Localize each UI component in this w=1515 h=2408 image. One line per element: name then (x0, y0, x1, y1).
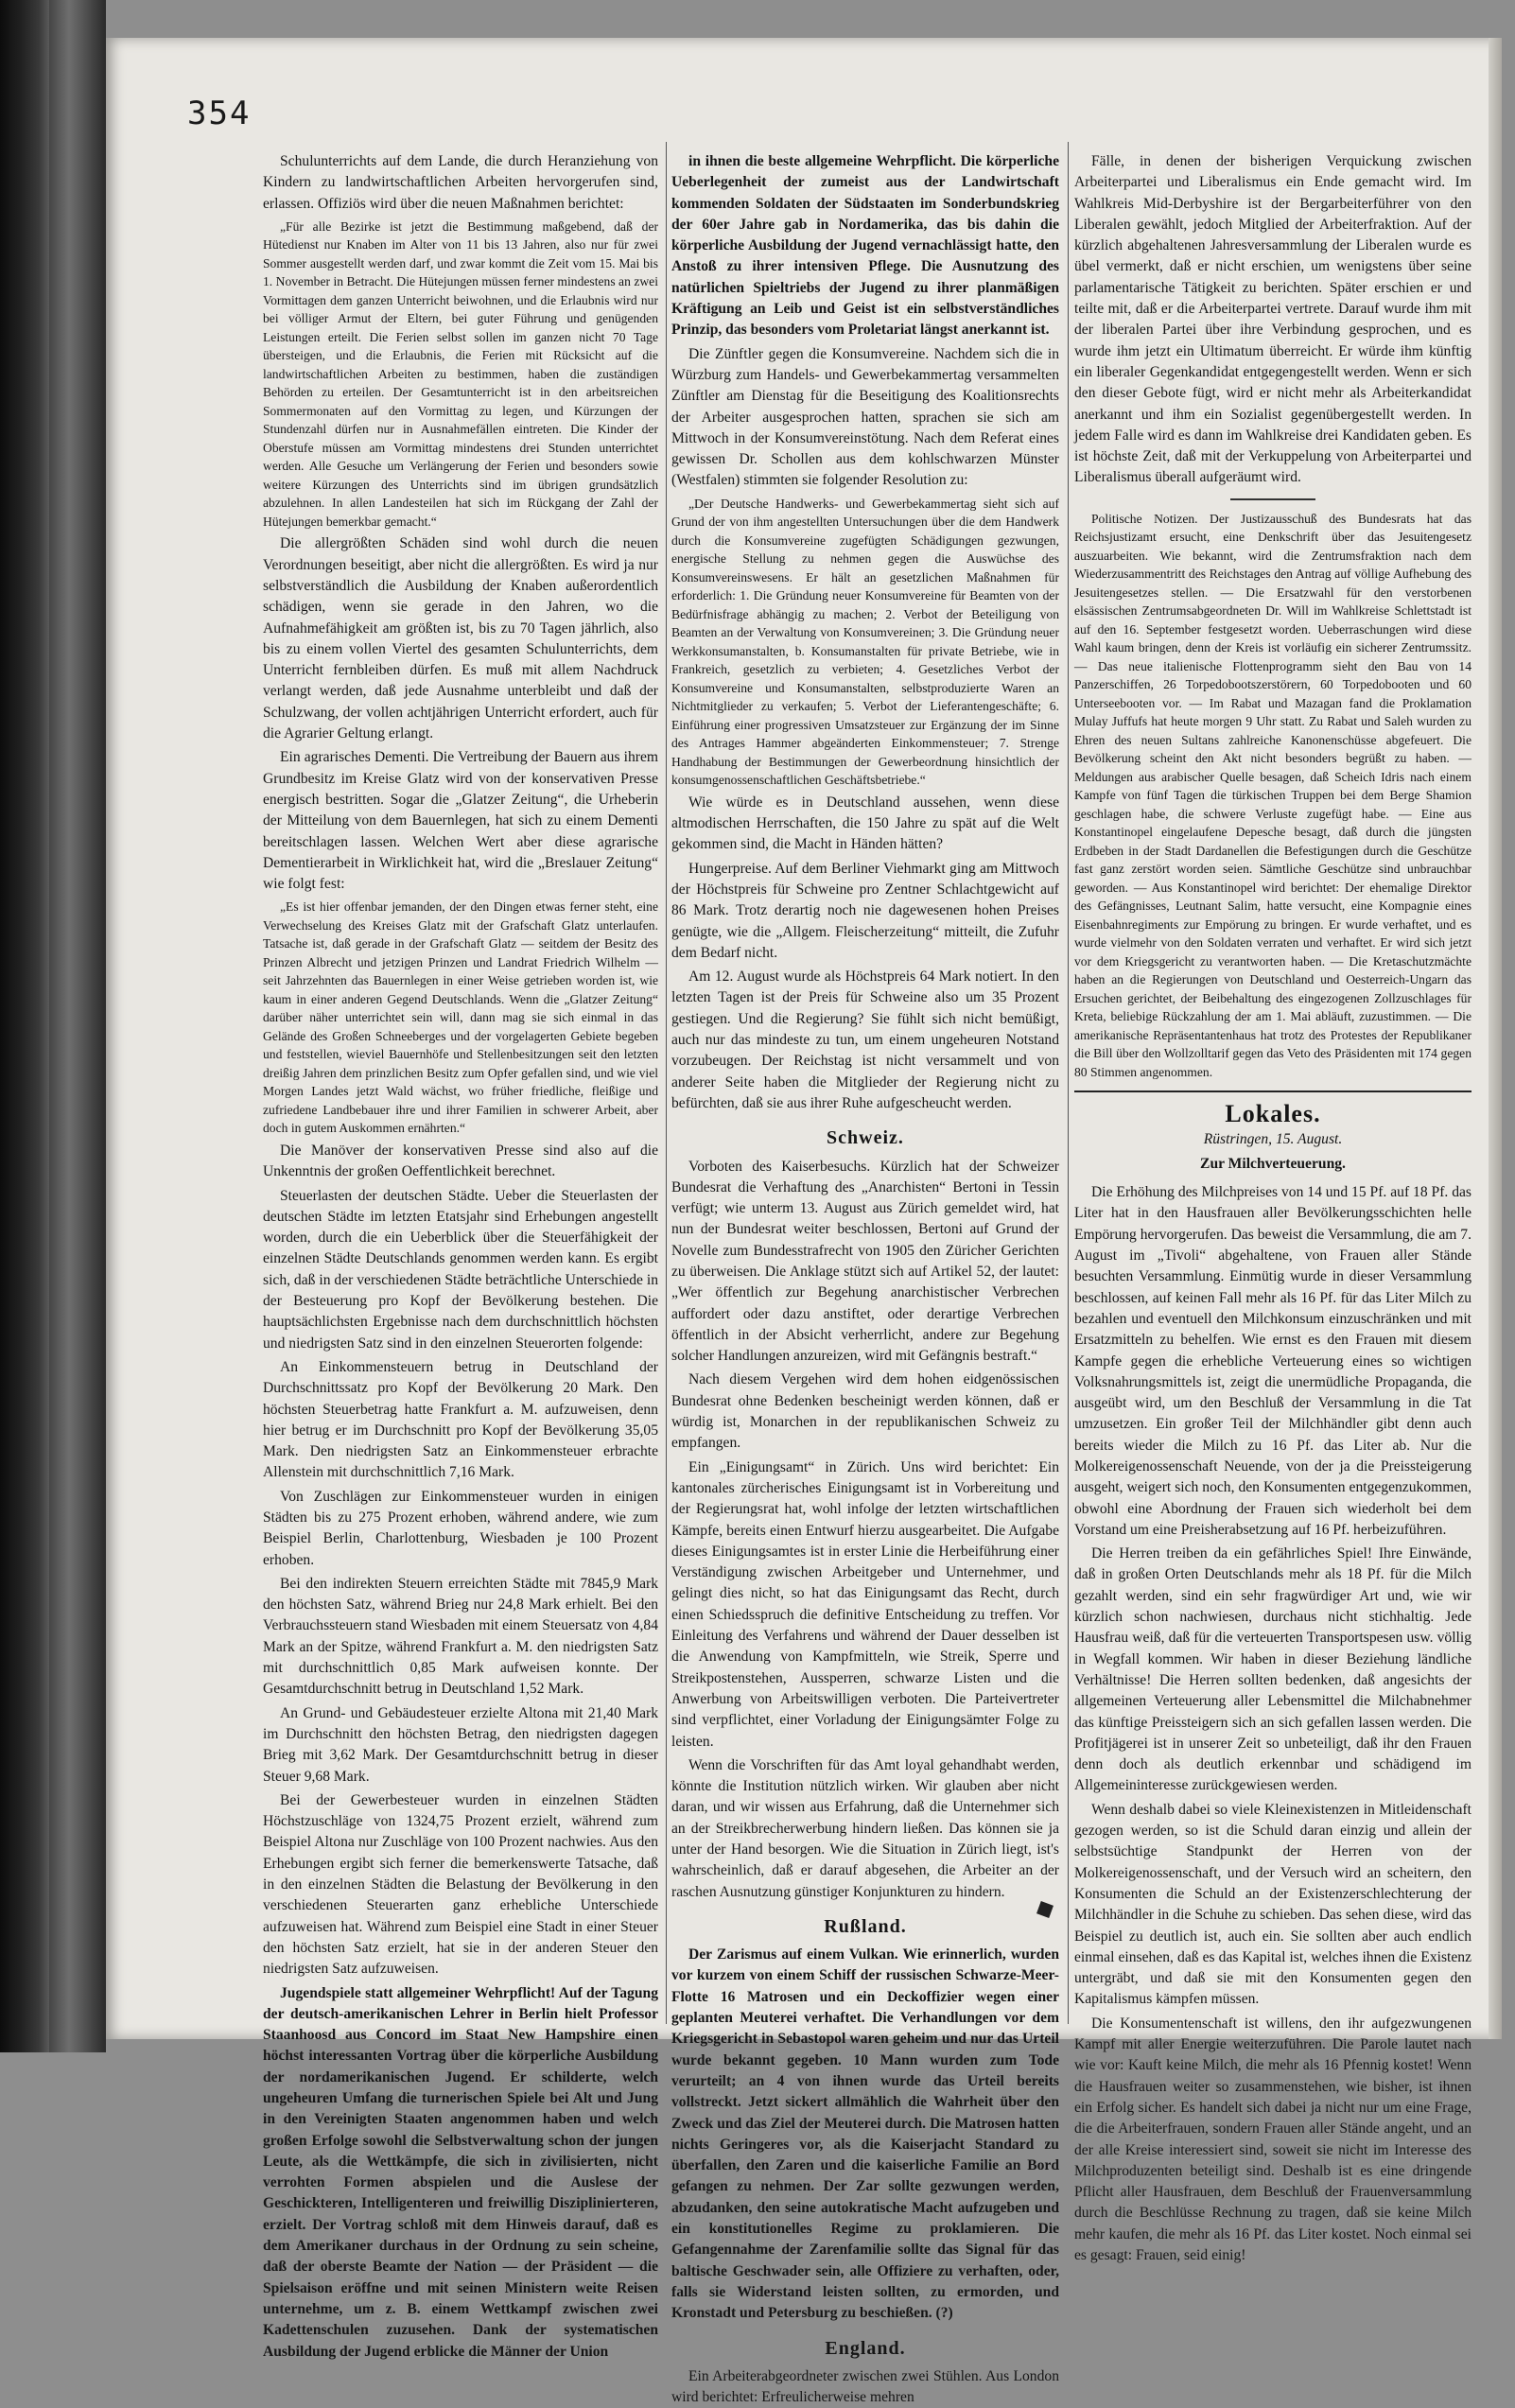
article-paragraph: Nach diesem Vergehen wird dem hohen eidgenössischen Bundesrat ohne Bedenken bescheinigt werden können, daß er würdig ist, Monarchen in der republikanischen Schweiz zu empfangen. (671, 1371, 1059, 1452)
article-paragraph: Die Konsumentenschaft ist willens, den ihr aufgezwungenen Kampf mit aller Energie weiterzuführen. Die Parole lautet nach wie vor: Kauft keine Milch, die mehr als 16 Pfennig kostet! Wenn die Hausfrauen weiter so zusammenstehen, wie bisher, ist ihnen ein Erfolg sicher. Es handelt sich dabei ja nicht nur um eine Frage, die die Arbeiterfrauen, sondern Frauen aller Stände angeht, und an der alle Kreise interessiert sind, soweit sie nicht im Interesse des Milchproduzenten beteiligt sind. Deshalb ist es eine dringende Pflicht aller Hausfrauen, dem Beschluß der Frauenversammlung durch die Beschlüsse Rechnung zu tragen, daß sie keine Milch mehr kaufen, die mehr als 16 Pf. das Liter kostet. Noch einmal sei es gesagt: Frauen, seid einig! (1074, 2015, 1471, 2263)
article-paragraph: Die Manöver der konservativen Presse sind also auf die Unkenntnis der großen Oeffentlichkeit berechnet. (263, 1142, 658, 1180)
section-separator (1230, 498, 1315, 500)
article-paragraph: Bei den indirekten Steuern erreichten Städte mit 7845,9 Mark den höchsten Satz, während Brieg nur 24,8 Mark erhielt. Bei den Verbrauchssteuern stand Wiesbaden mit einem Steuersatz von 4,84 Mark an der Spitze, während Frankfurt a. M. den niedrigsten Satz mit durchschnittlich 0,85 Mark aufweisen konnte. Der Gesamtdurchschnitt betrug in Deutschland 1,52 Mark. (263, 1575, 658, 1698)
article-paragraph: Am 12. August wurde als Höchstpreis 64 Mark notiert. In den letzten Tagen ist der Preis für Schweine also um 35 Prozent gestiegen. Und die Regierung? Sie fühlt sich nicht bemüßigt, auch nur das mindeste zu tun, um einem ungeheuren Notstand vorzubeugen. Der Reichstag ist nicht versammelt und von anderer Seite haben die Mitglieder der Regierung nicht zu befürchten, daß sie aus ihrer Ruhe aufgescheucht werden. (671, 968, 1059, 1111)
column-rule-2 (1068, 142, 1069, 2024)
section-heading: Schweiz. (827, 1127, 904, 1149)
section-separator (1074, 1091, 1471, 1092)
article-paragraph: An Einkommensteuern betrug in Deutschland der Durchschnittssatz pro Kopf der Bevölkerung 20 Mark. Den höchsten Steuerbetrag hatte Frankfurt a. M. aufzuweisen, denn hier betrug er im Durchschnitt pro Kopf der Bevölkerung 35,05 Mark. Den niedrigsten Satz an Einkommensteuer erbrachte Allenstein mit durchschnittlich 7,16 Mark. (263, 1358, 658, 1481)
article-paragraph: Steuerlasten der deutschen Städte. Ueber die Steuerlasten der deutschen Städte im letzten Etatsjahr sind Erhebungen angestellt worden, durch die ein Ueberblick über die Steuerfähigkeit der einzelnen Städte Deutschlands genommen werden kann. Es ergibt sich, daß in der verschiedenen Städte beträchtliche Unterschiede in der Besteuerung pro Kopf der Bevölkerung bestehen. Die hauptsächlichsten Ergebnisse nach dem durchschnittlich höchsten und niedrigsten Satz sind in den einzelnen Steuerorten folgende: (263, 1187, 658, 1352)
article-paragraph: in ihnen die beste allgemeine Wehrpflicht. Die körperliche Ueberlegenheit der zumeist aus der Landwirtschaft kommenden Soldaten der Südstaaten im Sonderbundskrieg der 60er Jahre gab in Nordamerika, das bis dahin die körperliche Ausbildung der Jugend vernachlässigt hatte, den Anstoß zu ihrer intensiven Pflege. Die Ausnutzung des natürlichen Spieltriebs der Jugend zu ihrer planmäßigen Kräftigung an Leib und Geist ist ein selbstverständliches Prinzip, das besonders vom Proletariat längst anerkannt ist. (671, 153, 1059, 339)
article-paragraph: Die Erhöhung des Milchpreises von 14 und 15 Pf. auf 18 Pf. das Liter hat in den Hausfrauen aller Bevölkerungsschichten helle Empörung hervorgerufen. Das beweist die Versammlung, die am 7. August im „Tivoli“ abgehaltene, von Frauen aller Stände besuchten Versammlung. Einmütig wurde in dieser Versammlung beschlossen, auf keinen Fall mehr als 16 Pf. für das Liter Milch zu bezahlen und eventuell den Milchkonsum einzuschränken und mit Ersatzmitteln zu behelfen. Wie ernst es den Frauen mit diesem Kampfe gegen die erhebliche Verteuerung eines so wichtigen Volksnahrungsmittels ist, zeigt die unermüdliche Propaganda, die ausgeübt wird, um den Beschluß der Versammlung in die Tat umzusetzen. Ein großer Teil der Milchhändler gibt denn auch bereits wieder die Milch zu 16 Pf. das Liter ab. Nur die Molkereigenossenschaft Neuende, von der ja die Preissteigerung ausgeht, weigert sich noch, den Konsumenten entgegenzukommen, obwohl eine Abordnung der Frauen sich wiederholt bei dem Vorstand um eine Preisherabsetzung auf 16 Pf. herbeizuführen. (1074, 1184, 1471, 1538)
article-paragraph: Die Zünftler gegen die Konsumvereine. Nachdem sich die in Würzburg zum Handels- und Gewerbekammertag versammelten Zünftler am Dienstag für die Beseitigung des Koalitionsrechts der Arbeiter ausgesprochen hatten, sprachen sie sich am Mittwoch in der Konsumvereinstötung. Nach dem Referat eines gewissen Dr. Schollen aus dem kohlschwarzen Münster (Westfalen) stimmten sie folgender Resolution zu: (671, 345, 1059, 489)
article-paragraph: Wenn deshalb dabei so viele Kleinexistenzen in Mitleidenschaft gezogen werden, so ist die Schuld daran einzig und allein der selbstsüchtige Standpunkt der Herren von der Molkereigenossenschaft, und der Versuch wird an scheitern, den Konsumenten die Schuld an der Existenzerschlechterung der Milchhändler in die Schuhe zu schieben. Das sehen diese, wird das Beispiel zu deutlich ist, auch ein. Sie sollten aber auch endlich einmal einsehen, daß es das Kapital ist, welches ihnen die Existenz untergräbt, und daß sie mit den Konsumenten gegen den Kapitalismus kämpfen müssen. (1074, 1801, 1471, 2008)
column-1 (263, 151, 658, 2360)
article-paragraph: Ein Arbeiterabgeordneter zwischen zwei Stühlen. Aus London wird berichtet: Erfreulicherweise mehren (671, 2367, 1059, 2406)
column-2 (671, 151, 1059, 2406)
binding-page-stack (49, 0, 106, 2052)
article-subheading: Zur Milchverteuerung. (1200, 1155, 1346, 1172)
book-binding (0, 0, 49, 2052)
article-paragraph: Bei der Gewerbesteuer wurden in einzelnen Städten Höchstzuschläge von 1324,75 Prozent erzielt, während zum Beispiel Altona nur Zuschläge von 100 Prozent nachwies. Aus den Erhebungen ergibt sich ferner die bemerkenswerte Tatsache, daß in den einzelnen Städten die Belastung der Bevölkerung in den verschiedenen Steuerarten ganz erhebliche Unterschiede aufzuweisen hat. Während zum Beispiel eine Stadt in einer Steuer den höchsten Satz erzielt, hat sie in der anderen Steuer den niedrigsten Satz aufzuweisen. (263, 1791, 658, 1978)
section-heading: England. (825, 2337, 906, 2359)
section-heading: Rußland. (824, 1915, 907, 1937)
article-paragraph: Ein agrarisches Dementi. Die Vertreibung der Bauern aus ihrem Grundbesitz im Kreise Glatz wird von der konservativen Presse energisch bestritten. Sogar die „Glatzer Zeitung“, die Urheberin der Mitteilung von dem Bauernlegen, hat sich zu einem Dementi bereitschlagen lassen. Welchen Wert aber diese agrarische Dementierarbeit in Wirklichkeit hat, wird die „Breslauer Zeitung“ wie folgt fest: (263, 749, 658, 893)
article-paragraph: Wenn die Vorschriften für das Amt loyal gehandhabt werden, könnte die Institution nützlich wirken. Wir glauben aber nicht daran, und wir wissen aus Erfahrung, daß die Unternehmer sich an der Streikbrecherwerbung hindern ließen. Das können sie ja unter der Hand besorgen. Wie die Situation in Zürich liegt, ist's wahrscheinlich, daß er darauf abgesehen, die Arbeiter an der raschen Ausnutzung günstiger Konjunkturen zu hindern. (671, 1756, 1059, 1900)
dateline: Rüstringen, 15. August. (1203, 1130, 1343, 1147)
article-paragraph: Wie würde es in Deutschland aussehen, wenn diese altmodischen Herrschaften, die 150 Jahre zu spät auf die Welt gekommen sind, die Macht in Händen hätten? (671, 794, 1059, 853)
quoted-paragraph: „Der Deutsche Handwerks- und Gewerbekammertag sieht sich auf Grund der von ihm angestellten Untersuchungen über die dem Handwerk durch die Konsumvereine zugefügten Schädigungen gezwungen, energische Stellung zu nehmen gegen die Auswüchse des Konsumvereinswesens. Er hält an gesetzlichen Maßnahmen für erforderlich: 1. Die Gründung neuer Konsumvereine für Beamten von der Bedürfnisfrage abhängig zu machen; 2. Verbot der Beteiligung von Beamten an der Verwaltung von Konsumvereinen; 3. Die Gründung neuer Werkkonsumanstalten, b. Konsumanstalten für private Betriebe, wie in Frankreich, gesetzlich zu verbieten; 4. Gesetzliches Verbot der Konsumvereine und Konsumanstalten, selbstproduzierte Waren an Nichtmitglieder zu verkaufen; 5. Verbot der Lieferantengeschäfte; 6. Einführung einer progressiven Umsatzsteuer zur Ergänzung der im Sinne des Antrages Hammer abgeänderten Einkommensteuer; 7. Strenge Handhabung der Bestimmungen der Gewerbeordnung hinsichtlich der konsumgenossenschaftlichen Geschäftsbetriebe.“ (671, 496, 1059, 788)
article-paragraph: Vorboten des Kaiserbesuchs. Kürzlich hat der Schweizer Bundesrat die Verhaftung des „Anarchisten“ Bertoni in Tessin verfügt; wie unterm 13. August aus Zürich gemeldet wird, hat nun der Bundesrat weiter beschlossen, Bertoni auf Grund der Novelle zum Bundesstrafrecht von 1905 den Züricher Gerichten zu überweisen. Die Anklage stützt sich auf Artikel 52, der lautet: „Wer öffentlich zur Begehung anarchistischer Verbrechen auffordert oder dazu anstiftet, oder derartige Verbrechen öffentlich in der Absicht verherrlicht, andere zur Begehung solcher Handlungen anzureizen, wird mit Gefängnis bestraft.“ (671, 1158, 1059, 1365)
column-rule-1 (666, 142, 667, 2024)
article-paragraph: Fälle, in denen der bisherigen Verquickung zwischen Arbeiterpartei und Liberalismus ein Ende gemacht wird. Im Wahlkreis Mid-Derbyshire ist der Bergarbeiterführer von den Liberalen gewählt, jedoch Mitglied der Arbeiterfraktion. Auf der kürzlich abgehaltenen Jahresversammlung der Liberalen wurde es übel vermerkt, daß er nicht erschien, um wenigstens über seine parlamentarische Tätigkeit zu berichten. Später erschien er und teilte mit, daß er die Arbeiterpartei vertrete. Darauf wurde ihm mit der liberalen Partei über ihre Verbindung gesprochen, und es wurde ihm jetzt ein Ultimatum überreicht. Er würde ihm künftig ein liberaler Gegenkandidat entgegengestellt werden. Wenn er sich den dieser Gebote fügt, wird er nicht mehr als Arbeiterkandidat anerkannt und ihm ein Sozialist gegenübergestellt werden. In jedem Falle wird es dann im Wahlkreise drei Kandidaten geben. Es ist höchste Zeit, daß mit der Verkuppelung von Arbeiterpartei und Liberalismus überall aufgeräumt wird. (1074, 153, 1471, 486)
article-paragraph: Die Herren treiben da ein gefährliches Spiel! Ihre Einwände, daß in großen Orten Deutschlands mehr als 18 Pf. für die Milch gezahlt werden, sind ein sehr fragwürdiger Art und, wie wir kürzlich schon nachwiesen, durchaus nicht stichhaltig. Jede Hausfrau weiß, daß für die verteuerten Transportspesen usw. völlig in Wegfall kommen. Wir haben in dieser Beziehung ländliche Verhältnisse! Die Herren sollten bedenken, daß angesichts der allgemeinen Verteuerung aller Lebensmittel die Milchabnehmer das künftige Preissteigern sich an sich gefallen lassen werden. Die Profitjägerei ist in unserer Zeit so unbeteiligt, daß ihr den Frauen denn doch als deutlich erkennbar und schädigend im Allgemeininteresse zurückgewiesen werden. (1074, 1545, 1471, 1794)
section-heading: Lokales. (1225, 1100, 1321, 1128)
page-edge (1489, 38, 1502, 2039)
quoted-paragraph: „Für alle Bezirke ist jetzt die Bestimmung maßgebend, daß der Hütedienst nur Knaben im Alter von 11 bis 13 Jahren, also nur für zwei Sommer ausgestellt werden darf, und zwar kommt die Zeit vom 15. Mai bis 1. November in Betracht. Die Hütejungen müssen ferner mindestens an zwei Vormittagen dem ganzen Unterricht beiwohnen, und die Erlaubnis wird nur bei völliger Armut der Eltern, bei guter Führung und genügenden Leistungen erteilt. Die Ferien selbst sollen im ganzen nicht 70 Tage übersteigen, und die Erlaubnis, die Ferien mit Rücksicht auf die landwirtschaftlichen Arbeiten zu bestimmen, haben die zuständigen Behörden zu erteilen. Der Gesamtunterricht ist in den arbeitsreichen Sommermonaten auf den Vormittag zu legen, und Kürzungen der Stundenzahl dürfen nur in Ausnahmefällen eintreten. Die Kinder der Oberstufe müssen am Vormittag mindestens drei Stunden unterrichtet werden. Alle Gesuche um Verlängerung der Ferien und besonders sowie weitere Kürzungen des Unterrichts sind im übrigen grundsätzlich abzulehnen. In allen Landesteilen hat sich im Rückgang der Zahl der Hütejungen bemerkbar gemacht.“ (263, 218, 658, 529)
column-3 (1074, 151, 1471, 2263)
article-paragraph: Die allergrößten Schäden sind wohl durch die neuen Verordnungen beseitigt, aber nicht die allergrößten. Es wird ja nur selbstverständlich die Ausbildung der Knaben außerordentlich schädigen, wenn sie gerade in den Jahren, wo die Aufnahmefähigkeit am größten ist, bis zu 70 Tagen jährlich, also bis zu einem vollen Viertel des gesamten Schulunterrichts, dem Unterricht fernbleiben dürfen. Es muß mit allem Nachdruck verlangt werden, daß jede Ausnahme unterbleibt und daß der Schulzwang, der vollen achtjährigen Unterricht erfordert, auch für die Agrarier Geltung erlangt. (263, 535, 658, 742)
article-paragraph: Ein „Einigungsamt“ in Zürich. Uns wird berichtet: Ein kantonales zürcherisches Einigungsamt ist in Vorbereitung und der Regierungsrat hat, wohl infolge der letzten wirtschaftlichen Kämpfe, bereits einen Entwurf hierzu ausgearbeitet. Die Aufgabe dieses Einigungsamtes ist in erster Linie die Herbeiführung einer Verständigung zwischen Arbeitgeber und Unternehmer, und gelingt dies nicht, so hat das Einigungsamt das Recht, durch einen Schiedsspruch die definitive Entscheidung zu treffen. Vor Einleitung des Verfahrens und während der Dauer desselben ist die Anwendung von Kampfmitteln, wie Streik, Sperre und Streikpostenstehen, Aussperren, schwarze Listen und die Anwerbung von Arbeitswilligen verboten. Die Parteivertreter sind verpflichtet, einer Vorladung der Einigungsämter Folge zu leisten. (671, 1458, 1059, 1750)
article-paragraph: Der Zarismus auf einem Vulkan. Wie erinnerlich, wurden vor kurzem von einem Schiff der russischen Schwarze-Meer-Flotte 16 Matrosen und ein Deckoffizier wegen einer geplanten Meuterei verhaftet. Die Verhandlungen vor dem Kriegsgericht in Sebastopol waren geheim und nur das Urteil wurde bekannt gegeben. 10 Mann wurden zum Tode verurteilt; an 4 von ihnen wurde das Urteil bereits vollstreckt. Jetzt sickert allmählich die Wahrheit über den Zweck und das Ziel der Meuterei durch. Die Matrosen hatten nichts Geringeres vor, als die Kaiserjacht Standard zu überfallen, den Zaren und die kaiserliche Familie an Bord gefangen zu nehmen. Der Zar sollte gezwungen werden, abzudanken, den seine autokratische Macht aufzugeben und ein konstitutionelles Regime zu proklamieren. Die Gefangennahme der Zarenfamilie sollte das Signal für das baltische Geschwader sein, alle Offiziere zu verhaften, oder, falls sie Widerstand leisten sollten, zu ermorden, und Kronstadt und Petersburg zu beschießen. (?) (671, 1946, 1059, 2322)
article-paragraph: Hungerpreise. Auf dem Berliner Viehmarkt ging am Mittwoch der Höchstpreis für Schweine pro Zentner Schlachtgewicht auf 86 Mark. Trotz derartig noch nie dagewesenen hohen Preises genügte, wie die „Allgem. Fleischerzeitung“ mitteilt, die Zufuhr dem Bedarf nicht. (671, 860, 1059, 961)
article-paragraph: An Grund- und Gebäudesteuer erzielte Altona mit 21,40 Mark im Durchschnitt den höchsten Betrag, den niedrigsten dagegen Brieg mit 3,62 Mark. Der Gesamtdurchschnitt betrug in dieser Steuer 9,68 Mark. (263, 1704, 658, 1785)
article-paragraph: Von Zuschlägen zur Einkommensteuer wurden in einigen Städten bis zu 275 Prozent erhoben, während andere, wie zum Beispiel Berlin, Charlottenburg, Wiesbaden je 100 Prozent erhoben. (263, 1488, 658, 1568)
article-paragraph: Schulunterrichts auf dem Lande, die durch Heranziehung von Kindern zu landwirtschaftlichen Arbeiten hervorgerufen sind, erlassen. Offiziös wird über die neuen Maßnahmen berichtet: (263, 153, 658, 212)
quoted-paragraph: „Es ist hier offenbar jemanden, der den Dingen etwas ferner steht, eine Verwechselung des Kreises Glatz mit der Grafschaft Glatz unterlaufen. Tatsache ist, daß gerade in der Grafschaft Glatz — seitdem der Besitz des Prinzen Albrecht und jetzigen Prinzen und Landrat Friedrich Wilhelm — seit Jahrzehnten das Bauernlegen in einer Weise getrieben worden ist, wie kaum in einer anderen Gegend Deutschlands. Wenn die „Glatzer Zeitung“ darüber näher unterrichtet sein will, dann mag sie sich einmal in das Gelände des Großen Schneeberges und der vorgelagerten Gebiete begeben und feststellen, wieviel Bauernhöfe und Stellenbesitzungen seit den letzten dreißig Jahren dem prinzlichen Besitz zum Opfer gefallen sind, und wie viel Morgen Landes jetzt Wald wächst, wo früher friedliche, fleißige und zufriedene Landbebauer ihre und ihrer Familien in schwerer Arbeit, aber doch in gutem Auskommen ernährten.“ (263, 899, 658, 1136)
article-paragraph: Jugendspiele statt allgemeiner Wehrpflicht! Auf der Tagung der deutsch-amerikanischen Lehrer in Berlin hielt Professor Staanhoosd aus Concord im Staat New Hampshire einen höchst interessanten Vortrag über die körperliche Ausbildung der nordamerikanischen Jugend. Er schilderte, welch ungeheuren Umfang die turnerischen Spiele bei Alt und Jung in den Vereinigten Staaten angenommen haben und welch großen Erfolge sowohl die Selbstverwaltung schon der jungen Leute, als die Wettkämpfe, die sich in zivilisierten, nicht verrohten Formen abspielen und die Auslese der Geschickteren, Intelligenteren und freiwillig Disziplinierteren, erzielt. Der Vortrag schloß mit dem Hinweis darauf, daß es dem Amerikaner durchaus in der Ordnung zu sein scheine, daß der oberste Beamte der Nation — der Präsident — die Spielsaison eröffne und mit seinen Ministern weite Reisen unternehme, um z. B. einem Wettkampf zwischen zwei Kadettenschulen zuzusehen. Dank der systematischen Ausbildung der Jugend erblicke die Männer der Union (263, 1984, 658, 2360)
page-number: 354 (187, 95, 252, 132)
quoted-paragraph: Politische Notizen. Der Justizausschuß des Bundesrats hat das Reichsjustizamt ersucht, eine Denkschrift über das Jesuitengesetz auszuarbeiten. Wie bekannt, wird die Zentrumsfraktion nach dem Wiederzusammentritt des Reichstages den Antrag auf völlige Aufhebung des Jesuitengesetzes stellen. — Die Ersatzwahl für den verstorbenen elsässischen Zentrumsabgeordneten Dr. Will im Wahlkreise Schlettstadt ist auf den 16. September festgesetzt worden. Ueberraschungen wird diese Wahl kaum bringen, denn der Kreis ist vorläufig ein sicherer Zentrumssitz. — Das neue italienische Flottenprogramm sieht den Bau von 14 Panzerschiffen, 26 Torpedobootszerstörern, 60 Torpedobooten und 60 Unterseebooten vor. — Im Rabat und Mazagan fand die Proklamation Mulay Juffufs hat heute morgen 9 Uhr statt. Zu Rabat und Saleh wurden zu Ehren des neuen Sultans zahlreiche Kanonenschüsse abgefeuert. Die Bevölkerung scheint den Akt nicht besonders begrüßt zu haben. — Meldungen aus arabischer Quelle besagen, daß Scheich Idris nach einem Kampfe von fünf Tagen die türkischen Truppen bei dem Berge Shamion geschlagen habe, die schwere Verluste zugefügt habe. — Eine aus Konstantinopel eingelaufene Depesche besagt, daß durch die jüngsten Erdbeben in der Stadt Dardanellen die Befestigungen durch die Geschütze fast ganz zerstört worden seien. Sämtliche Geschütze sind unbrauchbar geworden. — Aus Konstantinopel wird berichtet: Der ehemalige Direktor des Gefängnisses, Leutnant Salim, hatte versucht, eine Kompagnie eines Eisenbahnregiments zur Empörung zu bringen. Er wurde verhaftet, und es wurde vielmehr von den Soldaten verraten und verhaftet. Er wird sich jetzt vor dem Kriegsgericht zu verantworten haben. — Die Kretaschutzmächte haben an die Regierungen von Deutschland und Oesterreich-Ungarn das Ersuchen gerichtet, der Beibehaltung des eingezogenen Zollzuschlages für Kreta, beliebige Rückzahlung der am 1. Mai abläuft, zuzustimmen. — Die amerikanische Repräsentantenhaus hat trotz des Protestes der Republikaner die Bill über den Wollzolltarif gegen das Veto des Präsidenten mit 174 gegen 80 Stimmen angenommen. (1074, 511, 1471, 1079)
